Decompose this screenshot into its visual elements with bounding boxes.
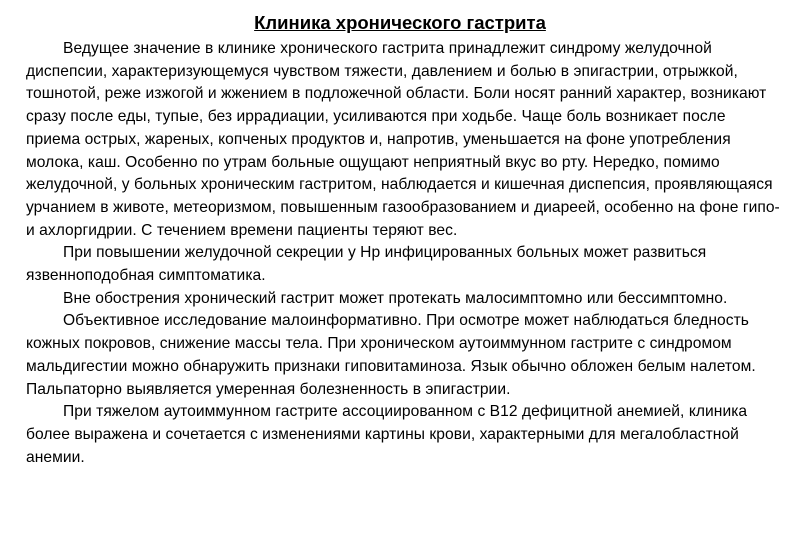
paragraph-examination: Объективное исследование малоинформативно. При осмотре может наблюдаться бледность кожных покровов, снижение массы тела. При хроническом аутоиммунном гастрите с синдромом мальдигестии можно обнаружить признаки гиповитаминоза. Язык обычно обложен белым налетом. Пальпаторно выявляется умеренная болезненность в эпигастрии. bbox=[26, 312, 756, 398]
paragraph-hp-secretion: При повышении желудочной секреции у Hp инфицированных больных может развиться язвенноподобная симптоматика. bbox=[26, 244, 707, 285]
paragraph-b12-anemia: При тяжелом аутоиммунном гастрите ассоциированном с В12 дефицитной анемией, клиника более выражена и сочетается с изменениями картины крови, характерными для мегалобластной анемии. bbox=[26, 403, 748, 466]
document-title: Клиника хронического гастрита bbox=[254, 12, 546, 33]
paragraph-symptoms: Ведущее значение в клинике хронического гастрита принадлежит синдрому желудочной диспепсии, характеризующемуся чувством тяжести, давлением и болью в эпигастрии, отрыжкой, тошнотой, реже изжогой и жжением в подложечной области. Боли носят ранний характер, возникают сразу после еды, тупые, без иррадиации, усиливаются при ходьбе. Чаще боль возникает после приема острых, жареных, копченых продуктов и, напротив, уменьшается на фоне употребления молока, каш. Особенно по утрам больные ощущают неприятный вкус во рту. Нередко, помимо желудочной, у больных хроническим гастритом, наблюдается и кишечная диспепсия, проявляющаяся урчанием в животе, метеоризмом, повышенным газообразованием и диареей, особенно на фоне гипо- и ахлоргидрии. С течением времени пациенты теряют вес. bbox=[26, 40, 780, 239]
paragraph-remission: Вне обострения хронический гастрит может протекать малосимптомно или бессимптомно. bbox=[63, 289, 728, 307]
